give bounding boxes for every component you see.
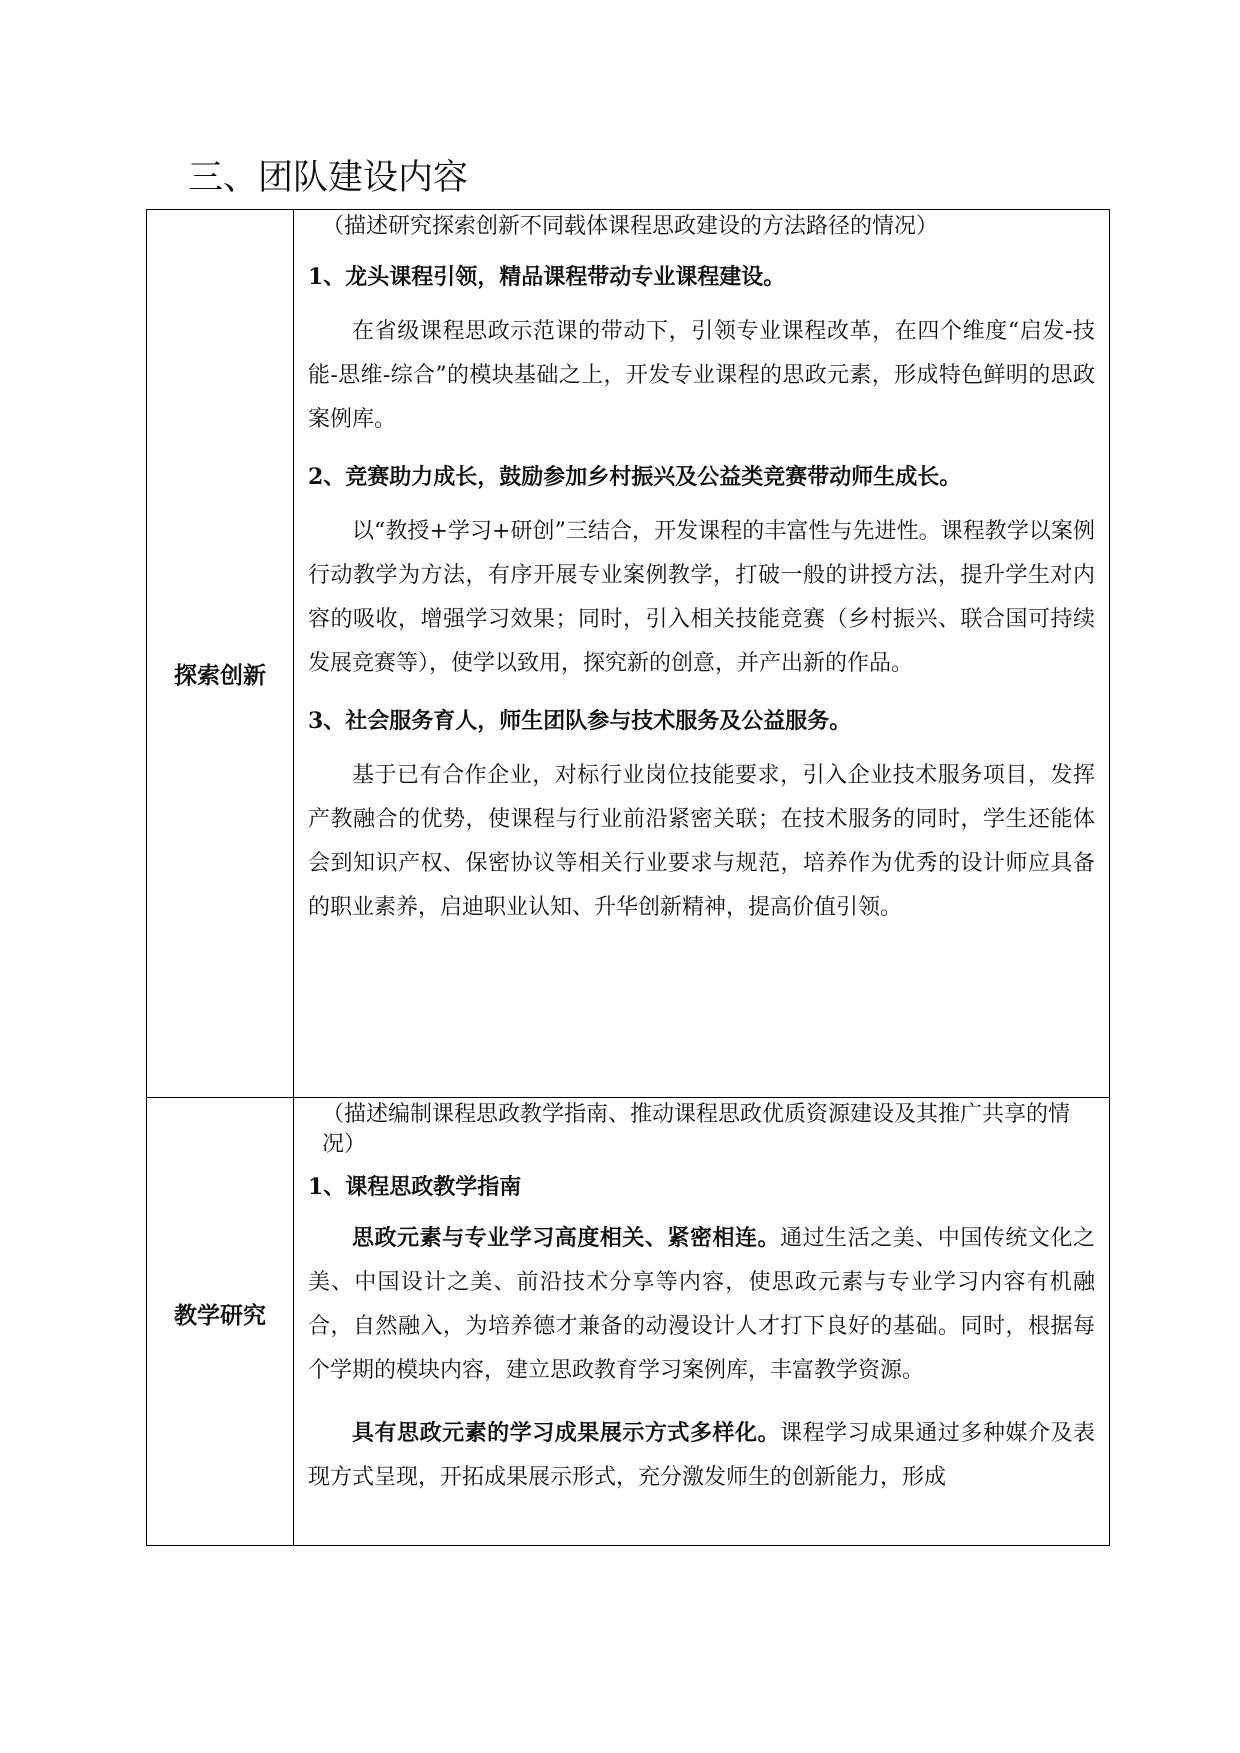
item-paragraph: 在省级课程思政示范课的带动下，引领专业课程改革，在四个维度“启发-技能-思维-综合”的模块基础之上，开发专业课程的思政元素，形成特色鲜明的思政案例库。 [308, 319, 1095, 432]
item-paragraph: 基于已有合作企业，对标行业岗位技能要求，引入企业技术服务项目，发挥产教融合的优势，使课程与行业前沿紧密关联；在技术服务的同时，学生还能体会到知识产权、保密协议等相关行业要求与规范，培养作为优秀的设计师应具备的职业素养，启迪职业认知、升华创新精神，提高价值引领。 [308, 763, 1095, 920]
team-building-table [146, 209, 1110, 1546]
paragraph-text: 通过生活之美、中国传统文化之美、中国设计之美、前沿技术分享等内容，使思政元素与专业学习内容有机融合，自然融入，为培养德才兼备的动漫设计人才打下良好的基础。同时，根据每个学期的模块内容，建立思政教育学习案例库，丰富教学资源。 [308, 1226, 1095, 1383]
row-hint: （描述研究探索创新不同载体课程思政建设的方法路径的情况） [322, 214, 939, 239]
paragraph-bold-lead: 思政元素与专业学习高度相关、紧密相连。 [352, 1225, 781, 1251]
section-title: 三、团队建设内容 [188, 158, 469, 198]
row-content-cell [294, 210, 1110, 1098]
item-heading: 1、课程思政教学指南 [308, 1174, 522, 1200]
item-heading: 1、龙头课程引领，精品课程带动专业课程建设。 [308, 264, 786, 290]
item-heading: 2、竞赛助力成长，鼓励参加乡村振兴及公益类竞赛带动师生成长。 [308, 464, 962, 490]
table-row [147, 210, 1110, 1098]
row-label-cell [147, 210, 294, 1098]
row-label-cell [147, 1098, 294, 1546]
item-paragraph [308, 1216, 1095, 1393]
row-label: 探索创新 [174, 662, 266, 689]
item-heading: 3、社会服务育人，师生团队参与技术服务及公益服务。 [308, 708, 852, 734]
row-hint: （描述编制课程思政教学指南、推动课程思政优质资源建设及其推广共享的情况） [322, 1102, 1071, 1157]
paragraph-bold-lead: 具有思政元素的学习成果展示方式多样化。 [352, 1420, 781, 1446]
item-paragraph: 以“教授+学习+研创”三结合，开发课程的丰富性与先进性。课程教学以案例行动教学为方法，有序开展专业案例教学，打破一般的讲授方法，提升学生对内容的吸收，增强学习效果；同时，引入相关技能竞赛（乡村振兴、联合国可持续发展竞赛等），使学以致用，探究新的创意，并产出新的作品。 [308, 519, 1095, 676]
row-label: 教学研究 [174, 1302, 266, 1329]
paragraph-text: 课程学习成果通过多种媒介及表现方式呈现，开拓成果展示形式，充分激发师生的创新能力，形成 [308, 1421, 1095, 1490]
table-row [147, 1098, 1110, 1546]
item-paragraph [308, 1411, 1095, 1500]
row-content-cell [294, 1098, 1110, 1546]
